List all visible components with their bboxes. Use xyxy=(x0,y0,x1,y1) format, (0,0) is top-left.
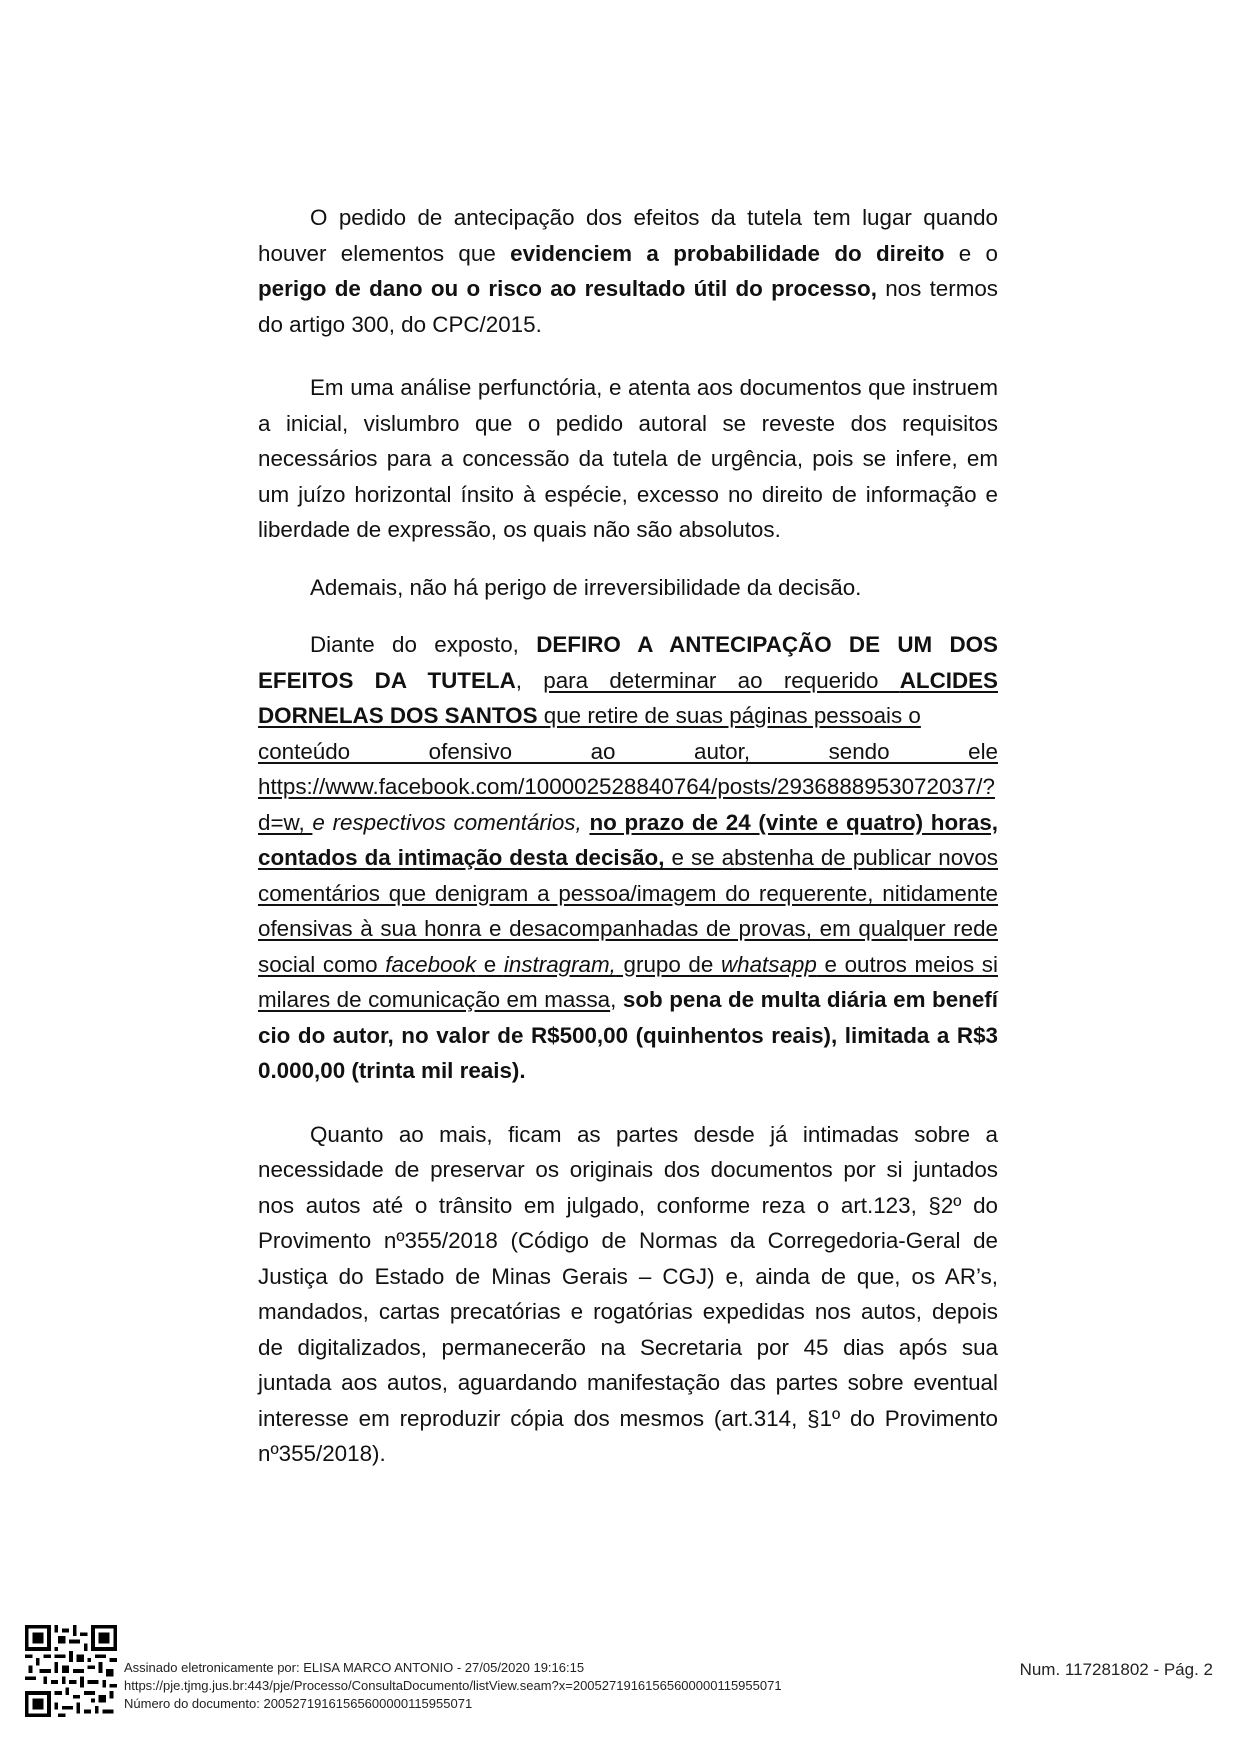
underlined-run: grupo de xyxy=(615,951,721,977)
paragraph-originals-preservation: Quanto ao mais, ficam as partes desde já intimadas sobre a necessidade de preservar os originais dos documentos por si juntados nos autos até o trânsito em julgado, conforme reza o art.123, §2º do Provimento nº355/2018 (Código de Normas da Corregedoria-Geral de Justiça do Estado de Minas Gerais – CGJ) e, ainda de que, os AR’s, mandados, cartas precatórias e rogatórias expedidas nos autos, depois de digitalizados, permanecerão na Secretaria por 45 dias após sua juntada aos autos, aguardando manifestação das partes sobre eventual interesse em reproduzir cópia dos mesmos (art.314, §1º do Provimento nº355/2018). xyxy=(258,1121,998,1466)
paragraph-tutela-requirements xyxy=(258,200,998,342)
italic-run: whatsapp xyxy=(720,951,817,977)
defendant-name: ALCIDES DORNELAS DOS SANTOS xyxy=(258,667,998,728)
text-run: Diante do exposto, xyxy=(310,632,537,657)
document-url: https://pje.tjmg.jus.br:443/pje/Processo/ConsultaDocumento/listView.seam?x=20052719161565600000115955071 xyxy=(124,1678,782,1693)
penalty-run: sob pena de multa diária em benefício do autor, no valor de R$500,00 (quinhentos reais), limitada a R$30.000,00 (trinta mil reais). xyxy=(258,987,998,1083)
underlined-run: e outros meios similares de comunicação em massa xyxy=(258,951,998,1012)
deadline-run: no prazo de 24 (vinte e quatro) horas, contados da intimação desta decisão, xyxy=(258,809,999,870)
text-run: , xyxy=(610,987,623,1012)
underlined-run: para determinar ao requerido xyxy=(543,667,900,693)
italic-run: e respectivos comentários, xyxy=(312,809,582,835)
text-run: e o xyxy=(944,240,998,266)
bold-run: DEFIRO A ANTECIPAÇÃO DE UM DOS EFEITOS DA TUTELA xyxy=(258,632,998,693)
paragraph-decision xyxy=(258,627,998,734)
paragraph-decision-continued xyxy=(258,769,998,1089)
underlined-run: e xyxy=(476,951,504,977)
text-run: nos termos do artigo 300, do CPC/2015. xyxy=(258,276,998,337)
text-run: O pedido de antecipação dos efeitos da tutela tem lugar quando houver elementos que xyxy=(258,205,998,266)
signature-footer xyxy=(124,1659,782,1713)
underlined-run: conteúdo ofensivo ao autor, sendo ele xyxy=(258,738,998,764)
signature-line: Assinado eletronicamente por: ELISA MARCO ANTONIO - 27/05/2020 19:16:15 xyxy=(124,1660,585,1675)
underlined-run: que retire de suas páginas pessoais o xyxy=(537,703,921,728)
document-body xyxy=(258,200,998,1472)
paragraph-analysis: Em uma análise perfunctória, e atenta aos documentos que instruem a inicial, vislumbro que o pedido autoral se reveste dos requisitos necessários para a concessão da tutela de urgência, pois se infere, em um juízo horizontal ínsito à espécie, excesso no direito de informação e liberdade de expressão, os quais não são absolutos. xyxy=(258,375,998,542)
italic-run: instragram, xyxy=(503,951,616,977)
italic-run: facebook xyxy=(385,951,477,977)
bold-run: evidenciem a probabilidade do direito xyxy=(510,240,945,266)
paragraph-irreversibility: Ademais, não há perigo de irreversibilidade da decisão. xyxy=(310,574,862,600)
paragraph-decision-line xyxy=(258,734,998,770)
page-number: Num. 117281802 - Pág. 2 xyxy=(1019,1660,1213,1679)
underlined-run: e se abstenha de publicar novos comentários que denigram a pessoa/imagem do requerente, nitidamente ofensivas à sua honra e desacompanhadas de provas, em qualquer rede social como xyxy=(258,845,999,977)
document-number: Número do documento: 20052719161565600000115955071 xyxy=(124,1696,473,1711)
facebook-post-url: https://www.facebook.com/100002528840764/posts/2936888953072037/?d=w, xyxy=(258,774,995,835)
qr-code-icon xyxy=(25,1624,117,1718)
text-run: , xyxy=(515,667,544,693)
bold-run: perigo de dano ou o risco ao resultado útil do processo, xyxy=(258,276,877,301)
